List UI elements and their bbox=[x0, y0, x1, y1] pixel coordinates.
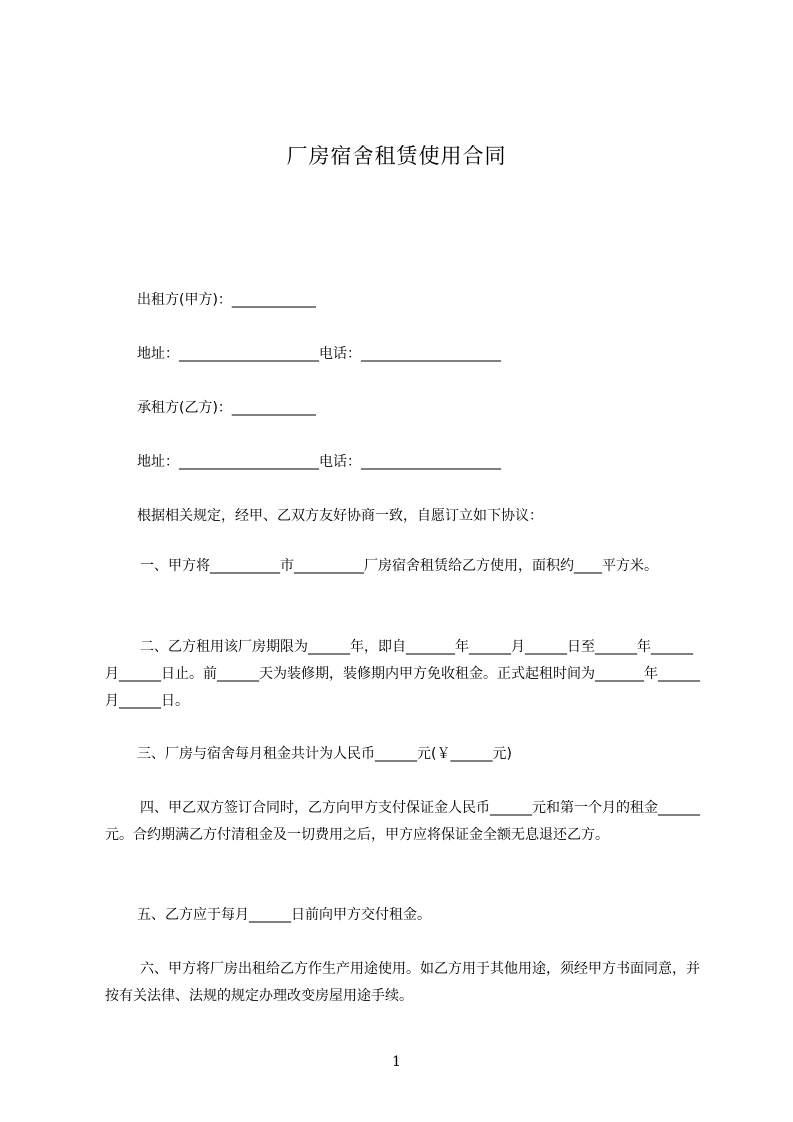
clause-6: 六、甲方将厂房出租给乙方作生产用途使用。如乙方用于其他用途，须经甲方书面同意，并按有关法律、法规的规定办理改变房屋用途手续。 bbox=[105, 961, 700, 1004]
page-number: 1 bbox=[392, 1054, 401, 1070]
document-title: 厂房宿舍租赁使用合同 bbox=[286, 144, 507, 168]
lessor-line: 出租方(甲方)：____________ bbox=[137, 292, 316, 308]
clause-5: 五、乙方应于每月______日前向甲方交付租金。 bbox=[137, 907, 431, 923]
lessee-contact-line: 地址：____________________电话：____________________ bbox=[137, 454, 501, 470]
clause-1: 一、甲方将__________市__________厂房宿舍租赁给乙方使用，面积约____平方米。 bbox=[140, 558, 658, 574]
clause-2: 二、乙方租用该厂房期限为______年，即自_______年______月______日至______年______月______日止。前______天为装修期，装修期内甲方免收租金。正式起租时间为_______年______月______日。 bbox=[105, 639, 700, 709]
lessor-contact-line: 地址：____________________电话：____________________ bbox=[137, 346, 501, 362]
clause-4: 四、甲乙双方签订合同时，乙方向甲方支付保证金人民币______元和第一个月的租金______元。合约期满乙方付清租金及一切费用之后，甲方应将保证金全额无息退还乙方。 bbox=[105, 800, 700, 843]
intro-paragraph: 根据相关规定，经甲、乙双方友好协商一致，自愿订立如下协议： bbox=[137, 508, 543, 524]
lessee-line: 承租方(乙方)：____________ bbox=[137, 400, 316, 416]
clause-3: 三、厂房与宿舍每月租金共计为人民币______元(￥______元) bbox=[137, 746, 512, 762]
